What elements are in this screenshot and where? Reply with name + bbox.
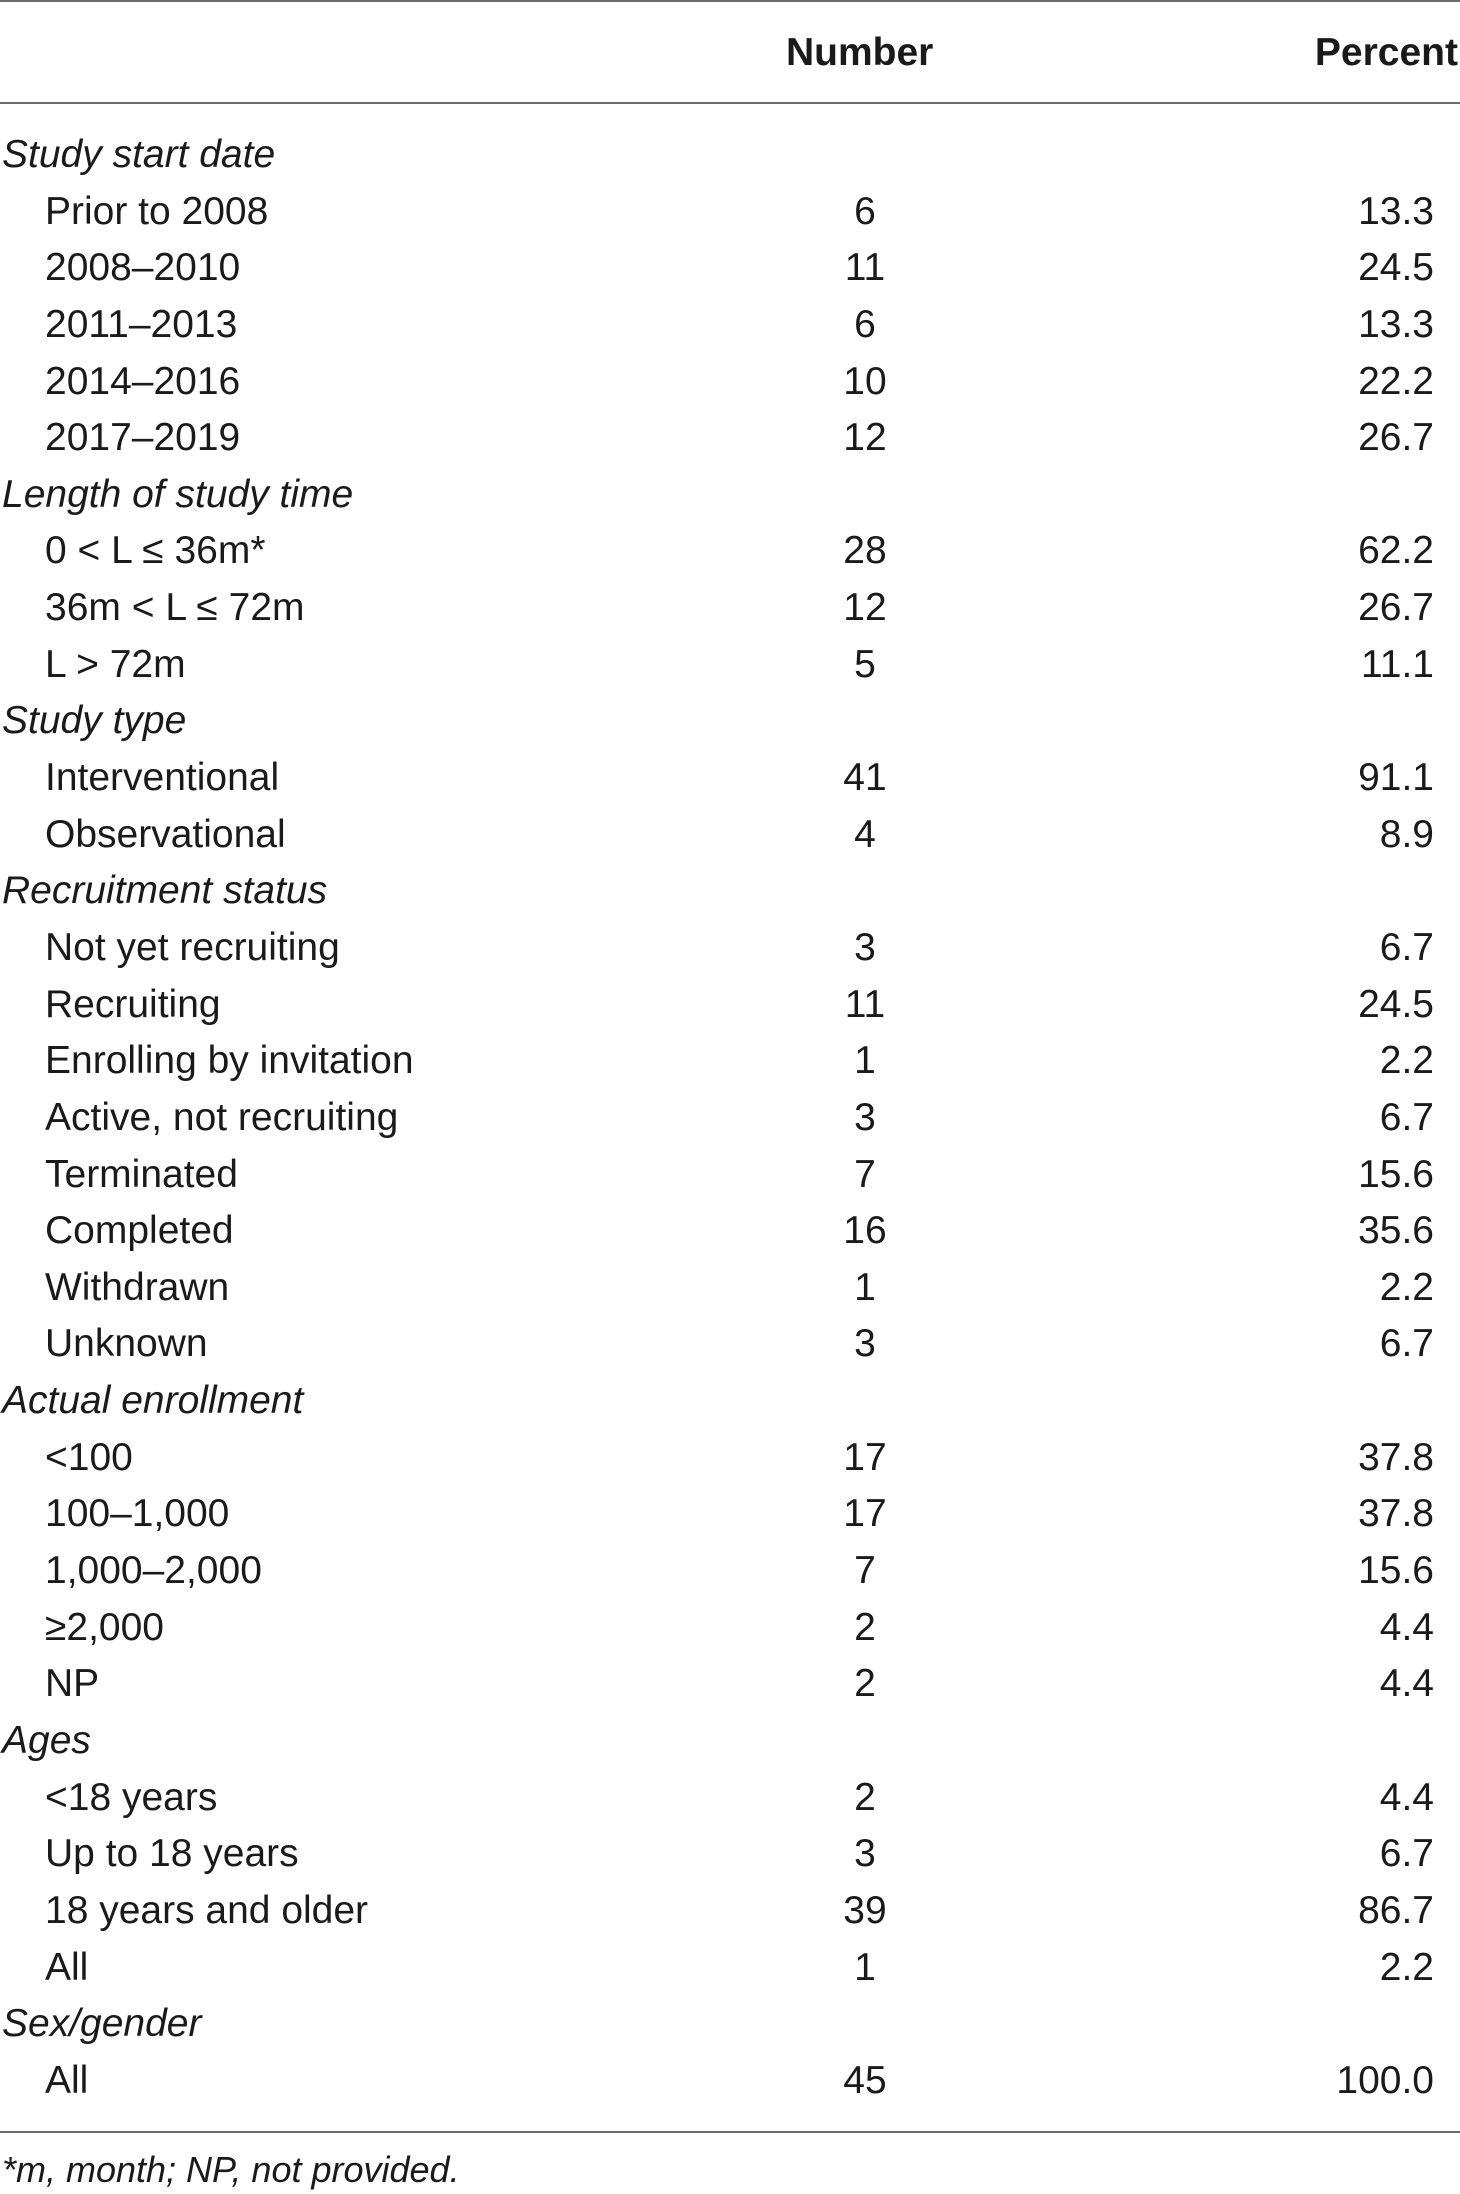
table-header-row bbox=[0, 0, 1460, 104]
number-cell: 11 bbox=[844, 246, 886, 290]
row-label: 2008–2010 bbox=[45, 246, 241, 290]
table-row bbox=[0, 410, 1460, 467]
section-label: Study type bbox=[2, 699, 187, 743]
row-label: 0 < L ≤ 36m* bbox=[45, 529, 266, 573]
number-cell: 1 bbox=[854, 1039, 876, 1083]
section-header-row bbox=[0, 467, 1460, 524]
table-row bbox=[0, 1203, 1460, 1260]
section-header-row bbox=[0, 127, 1460, 184]
row-label: Recruiting bbox=[45, 982, 221, 1026]
percent-cell: 62.2 bbox=[1358, 529, 1434, 573]
table-row bbox=[0, 1147, 1460, 1204]
percent-cell: 37.8 bbox=[1358, 1435, 1434, 1479]
section-header-row bbox=[0, 1713, 1460, 1770]
row-label: L > 72m bbox=[45, 642, 186, 686]
number-cell: 28 bbox=[843, 529, 887, 573]
section-label: Length of study time bbox=[2, 472, 354, 516]
percent-cell: 15.6 bbox=[1358, 1152, 1434, 1196]
table-row bbox=[0, 750, 1460, 807]
table-row bbox=[0, 297, 1460, 354]
percent-cell: 35.6 bbox=[1358, 1209, 1434, 1253]
percent-cell: 2.2 bbox=[1379, 1945, 1434, 1989]
row-label: Completed bbox=[45, 1209, 234, 1253]
table-row bbox=[0, 1770, 1460, 1827]
table-row bbox=[0, 920, 1460, 977]
section-label: Sex/gender bbox=[2, 2002, 202, 2046]
percent-cell: 6.7 bbox=[1379, 1095, 1434, 1139]
section-header-row bbox=[0, 863, 1460, 920]
table-row bbox=[0, 1543, 1460, 1600]
number-cell: 10 bbox=[843, 359, 887, 403]
section-header-row bbox=[0, 1996, 1460, 2053]
number-cell: 17 bbox=[843, 1435, 887, 1479]
number-cell: 1 bbox=[854, 1945, 876, 1989]
table-row bbox=[0, 184, 1460, 241]
table-row bbox=[0, 1486, 1460, 1543]
table-bottom-rule bbox=[0, 2131, 1460, 2133]
table-row bbox=[0, 1260, 1460, 1317]
row-label: Unknown bbox=[45, 1322, 208, 1366]
percent-cell: 91.1 bbox=[1358, 756, 1434, 800]
number-cell: 45 bbox=[843, 2058, 887, 2102]
number-cell: 41 bbox=[843, 756, 887, 800]
table-row bbox=[0, 1430, 1460, 1487]
row-label: Up to 18 years bbox=[45, 1832, 299, 1876]
row-label: Observational bbox=[45, 812, 286, 856]
number-cell: 3 bbox=[854, 925, 876, 969]
percent-cell: 100.0 bbox=[1336, 2058, 1434, 2102]
column-header-number: Number bbox=[786, 31, 934, 74]
table-row bbox=[0, 977, 1460, 1034]
number-cell: 4 bbox=[854, 812, 876, 856]
table-row bbox=[0, 1090, 1460, 1147]
section-label: Ages bbox=[2, 1718, 91, 1762]
percent-cell: 26.7 bbox=[1358, 586, 1434, 630]
row-label: 36m < L ≤ 72m bbox=[45, 586, 305, 630]
section-label: Study start date bbox=[2, 133, 276, 176]
percent-cell: 4.4 bbox=[1379, 1605, 1434, 1649]
percent-cell: 6.7 bbox=[1379, 1832, 1434, 1876]
table-row bbox=[0, 580, 1460, 637]
number-cell: 2 bbox=[854, 1605, 876, 1649]
table-row bbox=[0, 637, 1460, 694]
number-cell: 5 bbox=[854, 642, 876, 686]
row-label: Prior to 2008 bbox=[45, 189, 269, 233]
number-cell: 12 bbox=[843, 416, 887, 460]
row-label: 100–1,000 bbox=[45, 1492, 230, 1536]
percent-cell: 15.6 bbox=[1358, 1549, 1434, 1593]
table-row bbox=[0, 354, 1460, 411]
table-row bbox=[0, 807, 1460, 864]
number-cell: 39 bbox=[843, 1888, 887, 1932]
row-label: Not yet recruiting bbox=[45, 925, 340, 969]
percent-cell: 6.7 bbox=[1379, 1322, 1434, 1366]
percent-cell: 11.1 bbox=[1360, 642, 1434, 686]
table-row bbox=[0, 1316, 1460, 1373]
section-label: Recruitment status bbox=[2, 869, 328, 913]
percent-cell: 8.9 bbox=[1379, 812, 1434, 856]
percent-cell: 2.2 bbox=[1379, 1039, 1434, 1083]
number-cell: 6 bbox=[854, 189, 876, 233]
row-label: All bbox=[45, 2058, 89, 2102]
table-row bbox=[0, 240, 1460, 297]
number-cell: 12 bbox=[843, 586, 887, 630]
row-label: Terminated bbox=[45, 1152, 238, 1196]
row-label: Interventional bbox=[45, 756, 280, 800]
number-cell: 2 bbox=[854, 1662, 876, 1706]
row-label: 2017–2019 bbox=[45, 416, 241, 460]
row-label: 18 years and older bbox=[45, 1888, 369, 1932]
row-label: Enrolling by invitation bbox=[45, 1039, 414, 1083]
number-cell: 3 bbox=[854, 1322, 876, 1366]
row-label: 2014–2016 bbox=[45, 359, 241, 403]
section-header-row bbox=[0, 1373, 1460, 1430]
number-cell: 3 bbox=[854, 1832, 876, 1876]
percent-cell: 37.8 bbox=[1358, 1492, 1434, 1536]
table-row bbox=[0, 1656, 1460, 1713]
percent-cell: 6.7 bbox=[1379, 925, 1434, 969]
row-label: ≥2,000 bbox=[45, 1605, 164, 1649]
table-row bbox=[0, 1600, 1460, 1657]
row-label: 1,000–2,000 bbox=[45, 1549, 262, 1593]
section-label: Actual enrollment bbox=[2, 1379, 304, 1423]
table-row bbox=[0, 1033, 1460, 1090]
number-cell: 7 bbox=[854, 1549, 876, 1593]
percent-cell: 24.5 bbox=[1358, 982, 1434, 1026]
table-header-rule bbox=[0, 102, 1460, 104]
percent-cell: 2.2 bbox=[1379, 1265, 1434, 1309]
percent-cell: 22.2 bbox=[1358, 359, 1434, 403]
table-footnote: *m, month; NP, not provided. bbox=[2, 2149, 460, 2190]
number-cell: 11 bbox=[844, 982, 886, 1026]
number-cell: 7 bbox=[854, 1152, 876, 1196]
percent-cell: 4.4 bbox=[1379, 1775, 1434, 1819]
percent-cell: 86.7 bbox=[1358, 1888, 1434, 1932]
number-cell: 16 bbox=[843, 1209, 887, 1253]
number-cell: 1 bbox=[854, 1265, 876, 1309]
percent-cell: 4.4 bbox=[1379, 1662, 1434, 1706]
row-label: 2011–2013 bbox=[45, 302, 238, 346]
percent-cell: 13.3 bbox=[1358, 189, 1434, 233]
section-header-row bbox=[0, 693, 1460, 750]
table-row bbox=[0, 2053, 1460, 2110]
row-label: Active, not recruiting bbox=[45, 1095, 399, 1139]
percent-cell: 26.7 bbox=[1358, 416, 1434, 460]
row-label: Withdrawn bbox=[45, 1265, 230, 1309]
row-label: NP bbox=[45, 1662, 100, 1706]
percent-cell: 24.5 bbox=[1358, 246, 1434, 290]
row-label: All bbox=[45, 1945, 89, 1989]
table-row bbox=[0, 1826, 1460, 1883]
percent-cell: 13.3 bbox=[1358, 302, 1434, 346]
row-label: <18 years bbox=[45, 1775, 218, 1819]
number-cell: 3 bbox=[854, 1095, 876, 1139]
table-row bbox=[0, 1940, 1460, 1997]
column-header-percent: Percent bbox=[1314, 31, 1458, 74]
number-cell: 17 bbox=[843, 1492, 887, 1536]
table-body bbox=[0, 127, 1460, 2109]
table-row bbox=[0, 1883, 1460, 1940]
number-cell: 6 bbox=[854, 302, 876, 346]
row-label: <100 bbox=[45, 1435, 133, 1479]
table-row bbox=[0, 523, 1460, 580]
number-cell: 2 bbox=[854, 1775, 876, 1819]
